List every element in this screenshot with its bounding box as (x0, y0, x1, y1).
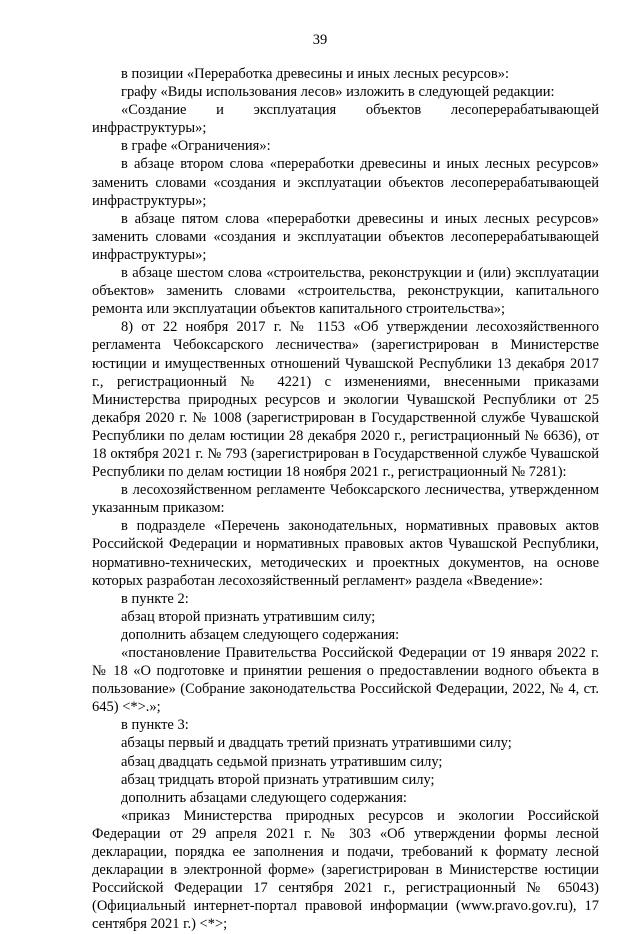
paragraph: в абзаце втором слова «переработки древесины и иных лесных ресурсов» заменить словами «создания и эксплуатации объектов лесоперерабатывающей инфраструктуры»; (92, 156, 599, 209)
document-body (92, 65, 599, 934)
paragraph: «Создание и эксплуатация объектов лесоперерабатывающей инфраструктуры»; (92, 102, 599, 137)
paragraph: в лесохозяйственном регламенте Чебоксарского лесничества, утвержденном указанным приказом: (92, 482, 599, 517)
paragraph: в пункте 3: (121, 717, 189, 734)
paragraph: в пункте 2: (121, 590, 189, 607)
paragraph: «приказ Министерства природных ресурсов и экологии Российской Федерации от 29 апреля 2021 г. № 303 «Об утверждении формы лесной декларации, порядка ее заполнения и подачи, требований к формату лесной декларации в электронной форме» (зарегистрирован в Министерстве юстиции Российской Федерации 17 сентября 2021 г., регистрационный № 65043) (Официальный интернет-портал правовой информации (www.pravo.gov.ru), 17 сентября 2021 г.) <*>; (92, 807, 599, 933)
paragraph: дополнить абзацем следующего содержания: (121, 626, 400, 643)
paragraph: в абзаце шестом слова «строительства, реконструкции и (или) эксплуатации объектов» заменить словами «строительства, реконструкции, капитального ремонта или эксплуатации объектов капитального строительства»; (92, 265, 599, 318)
paragraph: 8) от 22 ноября 2017 г. № 1153 «Об утверждении лесохозяйственного регламента Чебоксарского лесничества» (зарегистрирован в Министерстве юстиции и имущественных отношений Чувашской Республики 13 декабря 2017 г., регистрационный № 4221) с изменениями, внесенными приказами Министерства природных ресурсов и экологии Чувашской Республики от 25 декабря 2020 г. № 1008 (зарегистрирован в Государственной службе Чувашской Республики по делам юстиции 28 декабря 2020 г., регистрационный № 6636), от 18 октября 2021 г. № 793 (зарегистрирован в Государственной службе Чувашской Республики по делам юстиции 18 ноября 2021 г., регистрационный № 7281): (92, 319, 599, 481)
paragraph: абзацы первый и двадцать третий признать утратившими силу; (121, 735, 512, 752)
paragraph: «постановление Правительства Российской Федерации от 19 января 2022 г. № 18 «О подготовке и принятии решения о предоставлении водного объекта в пользование» (Собрание законодательства Российской Федерации, 2022, № 4, ст. 645) <*>.»; (92, 645, 599, 716)
paragraph: в абзаце пятом слова «переработки древесины и иных лесных ресурсов» заменить словами «создания и эксплуатации объектов лесоперерабатывающей инфраструктуры»; (92, 210, 599, 263)
page-number: 39 (312, 32, 328, 48)
paragraph: абзац двадцать седьмой признать утратившим силу; (121, 753, 443, 770)
paragraph: абзац второй признать утратившим силу; (121, 608, 376, 625)
paragraph: в позиции «Переработка древесины и иных лесных ресурсов»: (121, 66, 509, 82)
paragraph: дополнить абзацами следующего содержания: (121, 789, 407, 806)
paragraph: графу «Виды использования лесов» изложить в следующей редакции: (121, 84, 555, 101)
paragraph: абзац тридцать второй признать утратившим силу; (121, 771, 435, 788)
paragraph: в графе «Ограничения»: (121, 138, 271, 155)
paragraph: в подразделе «Перечень законодательных, нормативных правовых актов Российской Федерации и нормативных правовых актов Чувашской Республики, нормативно-технических, методических и проектных документов, на основе которых разработан лесохозяйственный регламент» раздела «Введение»: (92, 518, 599, 589)
